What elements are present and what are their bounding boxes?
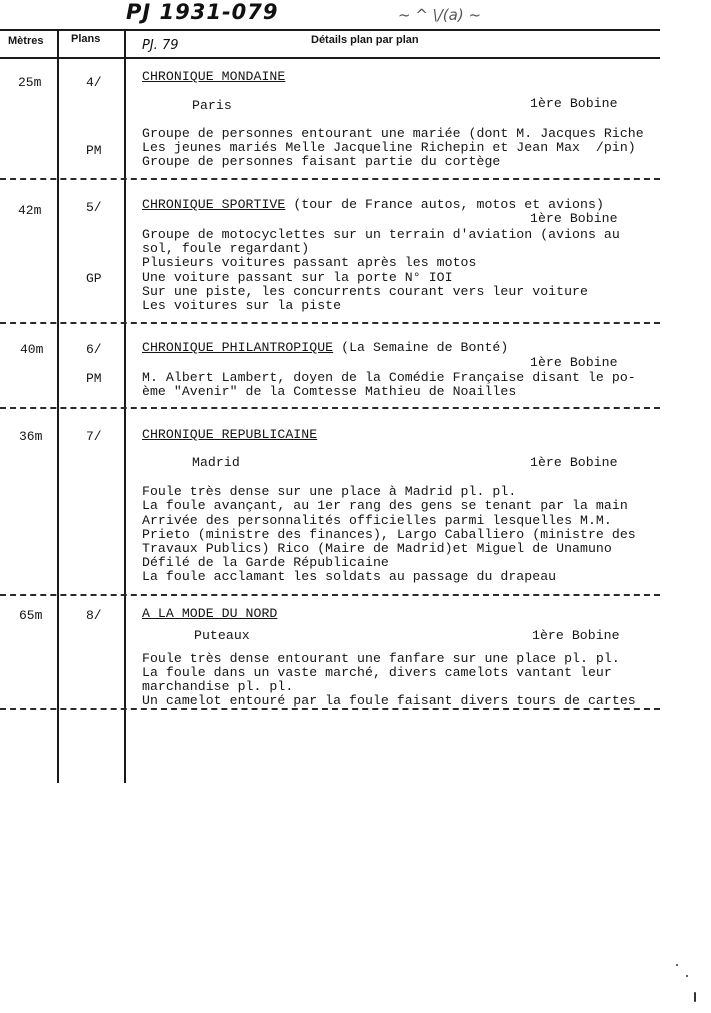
entry-plan: 5/ <box>86 200 102 215</box>
entry-metres: 25m <box>18 75 42 90</box>
entry-reel: 1ère Bobine <box>530 455 618 470</box>
entry-shot-type: PM <box>86 371 102 386</box>
entry-place: Madrid <box>192 455 240 470</box>
entry-description-line: Sur une piste, les concurrents courant vers leur voiture <box>142 284 588 299</box>
entry-reel: 1ère Bobine <box>532 628 620 643</box>
entry-title <box>142 70 285 85</box>
entry-title-underlined: A LA MODE DU NORD <box>142 606 278 621</box>
entry-title-rest: (tour de France autos, motos et avions) <box>285 197 604 212</box>
entry-metres: 42m <box>18 203 42 218</box>
entry-description-line: Défilé de la Garde Républicaine <box>142 555 389 570</box>
entry-metres: 65m <box>19 608 43 623</box>
entry-reel: 1ère Bobine <box>530 211 618 226</box>
entry-title-underlined: CHRONIQUE REPUBLICAINE <box>142 427 318 442</box>
entry-shot-type: PM <box>86 143 102 158</box>
entry-description-line: Foule très dense entourant une fanfare sur une place pl. pl. <box>142 651 620 666</box>
header-top-rule <box>0 29 660 31</box>
entry-place: Paris <box>192 98 232 113</box>
entry-description-line: Plusieurs voitures passant après les motos <box>142 255 477 270</box>
entry-title-underlined: CHRONIQUE SPORTIVE <box>142 197 286 212</box>
entry-title-underlined: CHRONIQUE MONDAINE <box>142 69 286 84</box>
entry-plan: 4/ <box>86 75 102 90</box>
entry-description-line: La foule acclamant les soldats au passage du drapeau <box>142 569 557 584</box>
entry-title <box>142 341 508 356</box>
scan-speck <box>686 975 688 977</box>
entry-description-line: marchandise pl. pl. <box>142 679 294 694</box>
entry-plan: 8/ <box>86 608 102 623</box>
header-bottom-rule <box>0 57 660 59</box>
entry-description-line: Un camelot entouré par la foule faisant divers tours de cartes <box>142 693 636 708</box>
column-divider-left <box>57 29 59 783</box>
entry-title-underlined: CHRONIQUE PHILANTROPIQUE <box>142 340 334 355</box>
entry-description-line: La foule dans un vaste marché, divers camelots vantant leur <box>142 665 612 680</box>
entry-shot-type: GP <box>86 271 102 286</box>
entry-description-line: Foule très dense sur une place à Madrid pl. pl. <box>142 484 517 499</box>
entry-description-line: M. Albert Lambert, doyen de la Comédie Française disant le po- <box>142 370 636 385</box>
entry-description-line: Travaux Publics) Rico (Maire de Madrid)et Miguel de Unamuno <box>142 541 612 556</box>
entry-metres: 36m <box>19 429 43 444</box>
column-header-plans: Plans <box>71 33 101 45</box>
column-divider-right <box>124 29 126 783</box>
entry-description-line: La foule avançant, au 1er rang des gens se tenant par la main <box>142 498 628 513</box>
entry-reel: 1ère Bobine <box>530 355 618 370</box>
entry-description-line: ème "Avenir" de la Comtesse Mathieu de Noailles <box>142 384 517 399</box>
entry-reel: 1ère Bobine <box>530 96 618 111</box>
entry-title <box>142 607 277 622</box>
entry-description-line: Groupe de personnes faisant partie du cortège <box>142 154 501 169</box>
document-reference: PJ 1931-079 <box>126 0 279 24</box>
entry-description-line: Une voiture passant sur la porte N° IOI <box>142 270 453 285</box>
page-mark: PJ. 79 <box>142 38 179 53</box>
column-header-details: Détails plan par plan <box>311 34 419 46</box>
entry-separator <box>0 322 660 324</box>
entry-plan: 6/ <box>86 342 102 357</box>
entry-description-line: Les voitures sur la piste <box>142 298 342 313</box>
entry-separator <box>0 407 660 409</box>
scan-speck <box>676 964 678 966</box>
entry-description-line: sol, foule regardant) <box>142 241 310 256</box>
handwritten-scribble: ~ ^ \/(a) ~ <box>398 6 482 24</box>
entry-separator <box>0 594 660 596</box>
entry-metres: 40m <box>20 342 44 357</box>
entry-separator <box>0 178 660 180</box>
entry-description-line: Les jeunes mariés Melle Jacqueline Richepin et Jean Max /pin) <box>142 140 636 155</box>
entry-description-line: Prieto (ministre des finances), Largo Caballiero (ministre des <box>142 527 636 542</box>
entry-description-line: Groupe de motocyclettes sur un terrain d'aviation (avions au <box>142 227 620 242</box>
entry-description-line: Arrivée des personnalités officielles parmi lesquelles M.M. <box>142 513 612 528</box>
scan-speck <box>694 992 696 1002</box>
entry-description-line: Groupe de personnes entourant une mariée (dont M. Jacques Riche <box>142 126 644 141</box>
entry-title <box>142 428 317 443</box>
column-header-metres: Mètres <box>8 35 44 47</box>
entry-plan: 7/ <box>86 429 102 444</box>
entry-title-rest: (La Semaine de Bonté) <box>333 340 509 355</box>
entry-place: Puteaux <box>194 628 250 643</box>
